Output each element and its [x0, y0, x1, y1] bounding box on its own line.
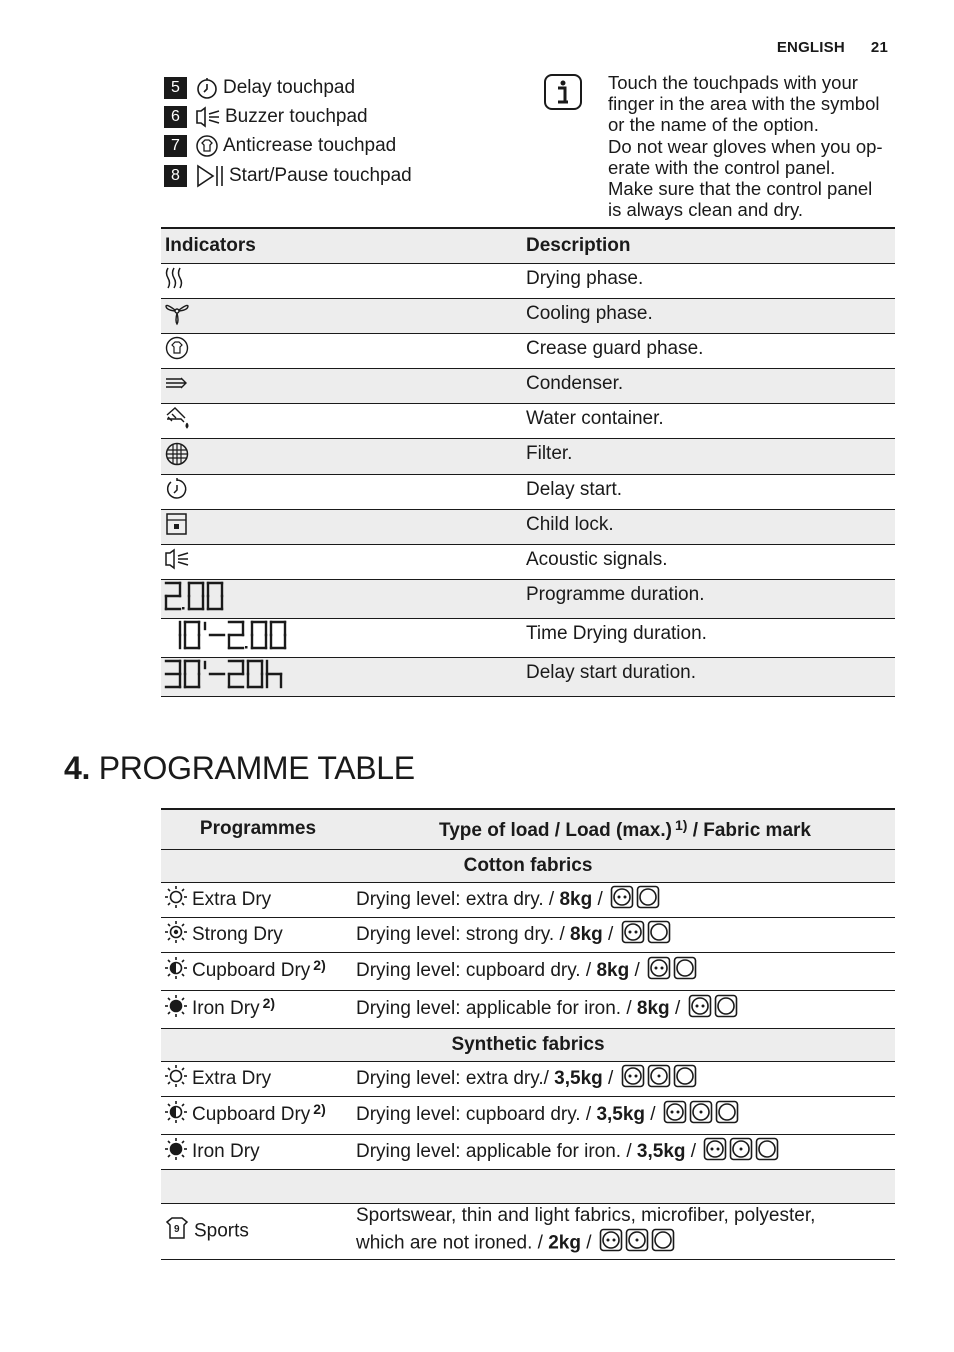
indicator-cell: [161, 474, 522, 509]
load-separator: /: [602, 923, 614, 945]
table-row: [161, 1061, 895, 1096]
condenser-icon: [164, 378, 190, 399]
info-line: is always clean and dry.: [608, 199, 804, 221]
buzzer-icon: [195, 106, 221, 128]
key-row-buzzer: [164, 102, 524, 131]
empty-row: [161, 1169, 895, 1203]
acoustic-signals-icon: [164, 555, 194, 576]
table-row: [161, 404, 895, 439]
table-row: [161, 882, 895, 917]
programme-name: Iron Dry: [192, 1140, 260, 1162]
tumble-dryer-icon: [636, 885, 660, 915]
start-pause-icon: [195, 164, 225, 188]
section-title: [64, 750, 415, 787]
crease-guard-icon: [164, 345, 190, 366]
indicators-column-header: Indicators: [161, 228, 522, 263]
tumble-dry-normal-icon: [610, 885, 634, 915]
info-line: erate with the control panel.: [608, 156, 836, 178]
indicator-cell: [161, 404, 522, 439]
description-cell: Crease guard phase.: [522, 333, 895, 368]
description-cell: Acoustic signals.: [522, 545, 895, 580]
touchpad-key-list: [164, 73, 524, 190]
table-row: [161, 509, 895, 544]
delay-icon: [195, 76, 219, 100]
programme-name: Strong Dry: [192, 923, 283, 945]
fabric-marks: [597, 1232, 675, 1253]
indicator-cell: [161, 509, 522, 544]
indicator-cell: [161, 658, 522, 697]
load-text: Drying level: cupboard dry. /: [356, 960, 597, 982]
load-text: which are not ironed. /: [356, 1232, 549, 1254]
table-row: [161, 369, 895, 404]
sports-icon: [164, 1216, 190, 1247]
table-row: [161, 263, 895, 298]
footnote-ref: 2): [313, 1101, 326, 1118]
fabric-marks: [608, 889, 660, 910]
display-delay-start-duration: [164, 674, 288, 695]
table-row: [161, 658, 895, 697]
key-number: 7: [164, 135, 187, 157]
load-kg: 8kg: [559, 888, 593, 910]
load-separator: /: [669, 998, 681, 1020]
indicator-cell: [161, 580, 522, 619]
fabric-marks: [661, 1104, 739, 1125]
fabric-marks: [686, 998, 738, 1019]
table-row: [161, 439, 895, 474]
load-line: Sportswear, thin and light fabrics, microfiber, polyester,: [356, 1204, 816, 1226]
extra-dry-icon: [164, 885, 188, 915]
table-row: [161, 333, 895, 368]
load-separator: /: [580, 1232, 592, 1254]
load-kg: 3,5kg: [636, 1140, 686, 1162]
key-label: Anticrease touchpad: [223, 135, 397, 157]
programme-table: [161, 808, 895, 1260]
tumble-dry-normal-icon: [599, 1228, 623, 1259]
programme-name-cell: [161, 1096, 355, 1134]
load-text: Drying level: extra dry./: [356, 1067, 555, 1089]
filter-icon: [164, 451, 190, 472]
load-text: Drying level: cupboard dry. /: [356, 1104, 597, 1126]
indicators-table: [161, 227, 895, 697]
fabric-marks: [701, 1141, 779, 1162]
indicator-cell: [161, 298, 522, 333]
table-row: [161, 1134, 895, 1169]
section-title-text: PROGRAMME TABLE: [98, 750, 415, 786]
info-note: [608, 72, 898, 220]
programme-name: Iron Dry: [192, 998, 260, 1020]
load-kg: 3,5kg: [554, 1067, 603, 1089]
load-separator: /: [592, 888, 603, 910]
info-line: Make sure that the control panel: [608, 178, 873, 200]
description-cell: Water container.: [522, 404, 895, 439]
load-text: Drying level: applicable for iron. /: [356, 998, 637, 1020]
load-separator: /: [602, 1067, 614, 1089]
display-programme-duration: [164, 596, 229, 617]
indicator-cell: [161, 333, 522, 368]
info-line: or the name of the option.: [608, 114, 819, 136]
cupboard-dry-icon: [164, 1100, 188, 1130]
programme-name-cell: [161, 990, 355, 1028]
group-label: Synthetic fabrics: [161, 1028, 895, 1061]
programme-name-cell: [161, 952, 355, 990]
key-label: Start/Pause touchpad: [229, 164, 412, 186]
programme-name: Sports: [194, 1220, 249, 1242]
tumble-dryer-icon: [647, 920, 671, 950]
table-row: [161, 1096, 895, 1134]
water-container-icon: [164, 415, 192, 436]
indicators-header-row: [161, 228, 895, 263]
fabric-marks: [619, 1068, 697, 1089]
load-cell: [355, 1203, 895, 1259]
table-row: [161, 619, 895, 658]
programme-name-cell: [161, 1134, 355, 1169]
programme-name-cell: [161, 882, 355, 917]
load-header-text: Type of load / Load (max.): [439, 819, 672, 841]
description-cell: Condenser.: [522, 369, 895, 404]
fabric-marks: [645, 960, 697, 981]
description-cell: Drying phase.: [522, 263, 895, 298]
cupboard-dry-icon: [164, 956, 188, 986]
programme-name-cell: [161, 1203, 355, 1259]
info-line: Do not wear gloves when you op-: [608, 135, 883, 157]
indicator-cell: [161, 369, 522, 404]
programmes-column-header: Programmes: [161, 809, 355, 849]
footnote-ref: 2): [262, 995, 276, 1012]
load-line: [356, 1228, 892, 1259]
tumble-dryer-icon: [755, 1137, 779, 1167]
info-line: Touch the touchpads with your: [608, 72, 858, 93]
programme-name: Extra Dry: [192, 1067, 272, 1089]
tumble-dry-low-icon: [689, 1100, 713, 1130]
section-number: 4.: [64, 750, 91, 786]
load-separator: /: [685, 1140, 697, 1162]
iron-dry-icon: [164, 994, 188, 1024]
load-kg: 8kg: [570, 923, 603, 945]
table-row: [161, 1203, 895, 1259]
group-label: Cotton fabrics: [161, 849, 895, 882]
indicator-cell: [161, 439, 522, 474]
table-row: [161, 990, 895, 1028]
empty-cell: [161, 1169, 895, 1203]
load-text: Drying level: strong dry. /: [356, 923, 571, 945]
footnote-ref: 1): [674, 816, 688, 833]
group-row-synthetic: [161, 1028, 895, 1061]
key-number: 5: [164, 77, 187, 99]
load-cell: [355, 1061, 895, 1096]
table-row: [161, 580, 895, 619]
load-column-header: [355, 809, 895, 849]
load-kg: 3,5kg: [596, 1104, 646, 1126]
iron-dry-icon: [164, 1137, 188, 1167]
load-separator: /: [629, 960, 640, 982]
key-row-anticrease: [164, 132, 524, 161]
programme-name: Cupboard Dry: [192, 960, 311, 982]
page-header: [777, 39, 888, 56]
language-label: ENGLISH: [776, 39, 845, 56]
key-number: 8: [164, 165, 187, 187]
load-cell: [355, 990, 895, 1028]
programme-name: Extra Dry: [192, 888, 272, 910]
delay-start-icon: [164, 486, 190, 507]
table-row: [161, 952, 895, 990]
load-cell: [355, 1096, 895, 1134]
programme-name-cell: [161, 1061, 355, 1096]
description-cell: Delay start.: [522, 474, 895, 509]
key-row-start-pause: [164, 161, 524, 190]
load-cell: [355, 1134, 895, 1169]
key-label: Delay touchpad: [223, 76, 356, 98]
group-row-cotton: [161, 849, 895, 882]
indicator-cell: [161, 263, 522, 298]
strong-dry-icon: [164, 920, 188, 950]
table-row: [161, 917, 895, 952]
indicator-cell: [161, 619, 522, 658]
load-header-suffix: / Fabric mark: [687, 819, 811, 841]
description-cell: Child lock.: [522, 509, 895, 544]
fabric-marks: [619, 924, 671, 945]
description-cell: Programme duration.: [522, 580, 895, 619]
description-column-header: Description: [522, 228, 895, 263]
child-lock-icon: [164, 521, 190, 542]
page-number: 21: [870, 39, 888, 56]
tumble-dry-normal-icon: [663, 1100, 687, 1130]
extra-dry-icon: [164, 1064, 188, 1094]
programme-name: Cupboard Dry: [192, 1104, 311, 1126]
tumble-dry-normal-icon: [621, 1064, 645, 1094]
display-time-drying-duration: [164, 635, 292, 656]
key-number: 6: [164, 106, 187, 128]
load-separator: /: [645, 1104, 656, 1126]
load-cell: [355, 952, 895, 990]
tumble-dry-normal-icon: [703, 1137, 727, 1167]
table-row: [161, 545, 895, 580]
tumble-dry-normal-icon: [688, 994, 712, 1024]
cooling-phase-icon: [164, 310, 190, 331]
load-cell: [355, 917, 895, 952]
load-cell: [355, 882, 895, 917]
info-icon: [544, 74, 582, 115]
tumble-dry-low-icon: [625, 1228, 649, 1259]
key-row-delay: [164, 73, 524, 102]
tumble-dryer-icon: [715, 1100, 739, 1130]
table-row: [161, 474, 895, 509]
load-kg: 2kg: [548, 1232, 581, 1254]
load-text: Drying level: extra dry. /: [356, 888, 560, 910]
footnote-ref: 2): [313, 957, 326, 974]
tumble-dryer-icon: [673, 956, 697, 986]
tumble-dryer-icon: [673, 1064, 697, 1094]
tumble-dry-low-icon: [647, 1064, 671, 1094]
drying-phase-icon: [164, 275, 186, 296]
description-cell: Time Drying duration.: [522, 619, 895, 658]
description-cell: Filter.: [522, 439, 895, 474]
description-cell: Delay start duration.: [522, 658, 895, 697]
info-line: finger in the area with the symbol: [608, 93, 880, 115]
description-cell: Cooling phase.: [522, 298, 895, 333]
key-label: Buzzer touchpad: [225, 105, 368, 127]
tumble-dry-normal-icon: [621, 920, 645, 950]
tumble-dry-normal-icon: [647, 956, 671, 986]
tumble-dry-low-icon: [729, 1137, 753, 1167]
load-text: Drying level: applicable for iron. /: [356, 1140, 637, 1162]
indicator-cell: [161, 545, 522, 580]
table-row: [161, 298, 895, 333]
anticrease-icon: [195, 134, 219, 158]
tumble-dryer-icon: [651, 1228, 675, 1259]
load-kg: 8kg: [636, 998, 670, 1020]
load-kg: 8kg: [596, 960, 630, 982]
tumble-dryer-icon: [714, 994, 738, 1024]
programme-name-cell: [161, 917, 355, 952]
svg-text:9: 9: [174, 1223, 180, 1235]
programme-header-row: [161, 809, 895, 849]
